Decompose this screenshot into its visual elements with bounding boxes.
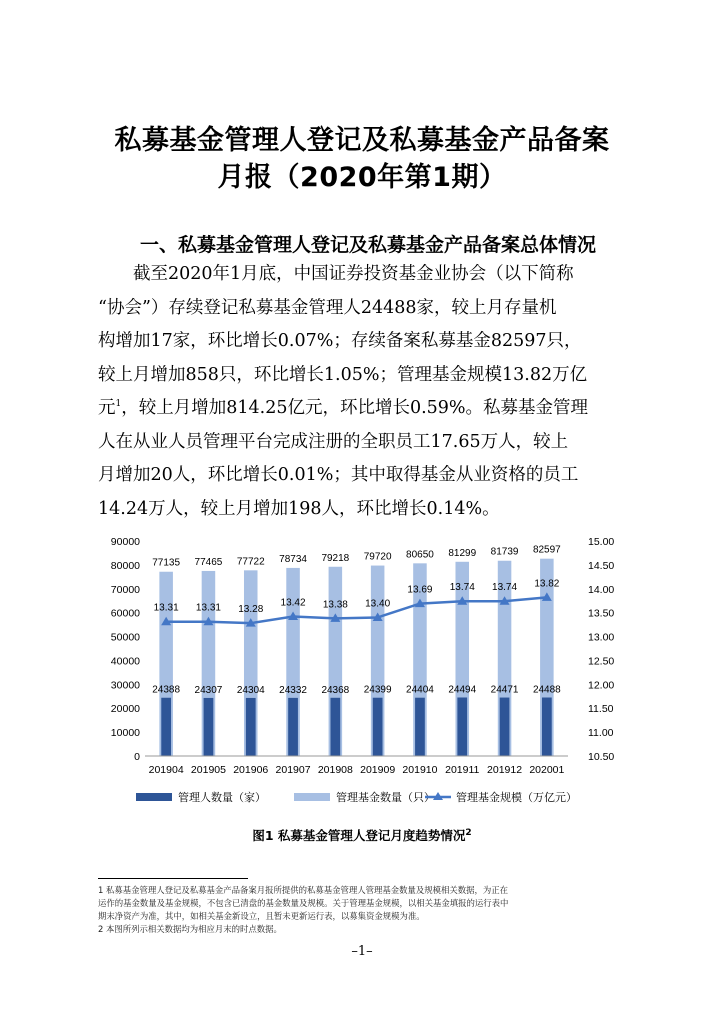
y-left-tick-label: 20000 — [110, 703, 140, 716]
y-right-tick-label: 11.00 — [588, 727, 614, 740]
y-left-tick-label: 10000 — [110, 727, 140, 740]
footnote-line: 期末净资产为准，其中，如相关基金新设立，且暂未更新运行表，以募集资金规模为准。 — [98, 911, 425, 921]
data-label-fund-count: 77722 — [236, 556, 265, 568]
data-label-fund-scale: 13.31 — [153, 602, 179, 614]
body-paragraph — [98, 258, 628, 526]
page-number: –1– — [351, 944, 373, 959]
legend-swatch-fund — [294, 793, 330, 801]
legend-label-scale: 管理基金规模（万亿元） — [456, 792, 577, 804]
bar-manager-count — [500, 698, 510, 756]
data-label-manager-count: 24304 — [236, 684, 265, 696]
x-tick-label: 202001 — [529, 764, 565, 776]
x-tick-label: 201907 — [275, 764, 311, 776]
data-label-manager-count: 24368 — [321, 684, 350, 696]
footnote-line: 2 本图所列示相关数据均为相应月末的时点数据。 — [98, 924, 282, 934]
bar-manager-count — [330, 698, 340, 756]
trend-chart — [98, 530, 618, 820]
bar-manager-count — [457, 697, 467, 756]
data-label-manager-count: 24471 — [490, 684, 519, 696]
x-tick-label: 201910 — [402, 764, 438, 776]
y-right-tick-label: 13.50 — [588, 607, 615, 620]
data-label-manager-count: 24488 — [532, 684, 561, 696]
data-label-fund-count: 78734 — [279, 553, 307, 565]
figure-caption — [0, 826, 724, 844]
data-label-fund-scale: 13.74 — [449, 582, 475, 594]
data-label-fund-count: 80650 — [406, 549, 434, 561]
y-left-tick-label: 0 — [134, 751, 140, 763]
data-label-fund-count: 79218 — [321, 552, 350, 564]
para-line: “协会”）存续登记私募基金管理人24488家，较上月存量机 — [98, 297, 557, 318]
data-label-fund-count: 82597 — [532, 544, 561, 556]
x-tick-label: 201906 — [233, 764, 269, 776]
x-tick-label: 201911 — [445, 764, 480, 776]
caption-footnote-ref: 2 — [465, 827, 472, 838]
legend-label-manager: 管理人数量（家） — [178, 792, 266, 804]
doc-title-line2: 月报（2020年第1期） — [217, 162, 507, 193]
bar-manager-count — [542, 698, 552, 756]
data-label-fund-scale: 13.74 — [492, 582, 518, 594]
y-right-tick-label: 11.50 — [588, 703, 614, 716]
x-tick-label: 201904 — [148, 764, 184, 776]
bar-manager-count — [161, 698, 171, 756]
para-line: 构增加17家，环比增长0.07%；存续备案私募基金82597只， — [98, 331, 582, 351]
para-line-part: ，较上月增加814.25亿元，环比增长0.59%。私募基金管理 — [121, 398, 589, 418]
y-right-tick-label: 13.00 — [588, 631, 615, 644]
bar-manager-count — [246, 698, 256, 756]
y-left-tick-label: 60000 — [110, 607, 140, 620]
doc-title-line1: 私募基金管理人登记及私募基金产品备案 — [114, 125, 610, 156]
bar-manager-count — [288, 698, 298, 756]
data-label-fund-scale: 13.82 — [534, 578, 560, 590]
bar-manager-count — [415, 698, 425, 756]
y-right-tick-label: 15.00 — [588, 536, 615, 548]
footnotes — [98, 884, 632, 936]
data-label-manager-count: 24388 — [152, 684, 181, 696]
x-tick-label: 201908 — [317, 764, 353, 776]
y-left-tick-label: 70000 — [110, 583, 140, 596]
data-label-manager-count: 24404 — [406, 684, 434, 696]
para-line: 人在从业人员管理平台完成注册的全职员工17.65万人，较上 — [98, 431, 569, 452]
bar-manager-count — [204, 698, 214, 756]
data-label-fund-scale: 13.40 — [365, 598, 391, 610]
caption-text: 图1 私募基金管理人登记月度趋势情况 — [252, 828, 466, 843]
x-tick-label: 201909 — [360, 764, 396, 776]
footnote-line: 运作的基金数量及基金规模，不包含已清盘的基金数量及规模。关于管理基金规模，以相关基金填报的运行表中 — [98, 898, 509, 908]
data-label-fund-scale: 13.38 — [322, 599, 348, 611]
data-label-fund-scale: 13.31 — [195, 602, 221, 614]
para-line — [98, 392, 628, 426]
bar-manager-count — [373, 698, 383, 756]
y-right-tick-label: 14.00 — [588, 583, 615, 596]
data-label-fund-count: 81299 — [448, 547, 477, 559]
para-line-part: 元 — [98, 398, 116, 418]
para-line: 截至2020年1月底，中国证券投资基金业协会（以下简称 — [133, 264, 574, 284]
para-line: 较上月增加858只，环比增长1.05%；管理基金规模13.82万亿 — [98, 364, 588, 385]
section-heading: 一、私募基金管理人登记及私募基金产品备案总体情况 — [140, 234, 597, 256]
y-left-tick-label: 50000 — [110, 631, 140, 644]
data-label-fund-count: 77465 — [194, 556, 223, 568]
data-label-fund-scale: 13.28 — [238, 604, 264, 616]
data-label-fund-count: 77135 — [152, 557, 181, 569]
data-label-manager-count: 24332 — [279, 684, 307, 696]
footnote-ref: 1 — [115, 399, 122, 410]
para-line: 14.24万人，较上月增加198人，环比增长0.14%。 — [98, 498, 500, 519]
data-label-manager-count: 24307 — [194, 684, 223, 696]
y-right-tick-label: 14.50 — [588, 559, 615, 572]
data-label-manager-count: 24494 — [448, 684, 477, 696]
footnote-line: 1 私募基金管理人登记及私募基金产品备案月报所提供的私募基金管理人管理基金数量及规模相关数据，为正在 — [98, 885, 508, 895]
y-left-tick-label: 90000 — [110, 536, 140, 548]
data-label-fund-count: 81739 — [490, 546, 519, 558]
data-label-fund-count: 79720 — [363, 551, 392, 563]
x-tick-label: 201912 — [487, 764, 523, 776]
data-label-fund-scale: 13.42 — [280, 597, 306, 609]
y-left-tick-label: 80000 — [110, 559, 140, 572]
legend-swatch-manager — [136, 793, 172, 801]
y-right-tick-label: 12.00 — [588, 679, 615, 692]
y-left-tick-label: 30000 — [110, 679, 140, 692]
y-right-tick-label: 12.50 — [588, 655, 615, 668]
para-line: 月增加20人，环比增长0.01%；其中取得基金从业资格的员工 — [98, 465, 579, 485]
y-left-tick-label: 40000 — [110, 655, 140, 668]
data-label-fund-scale: 13.69 — [407, 584, 433, 596]
line-fund-scale — [166, 597, 547, 623]
footnote-divider — [98, 878, 248, 879]
x-tick-label: 201905 — [190, 764, 226, 776]
data-label-manager-count: 24399 — [363, 684, 392, 696]
legend-label-fund: 管理基金数量（只） — [336, 792, 435, 804]
y-right-tick-label: 10.50 — [588, 751, 615, 763]
